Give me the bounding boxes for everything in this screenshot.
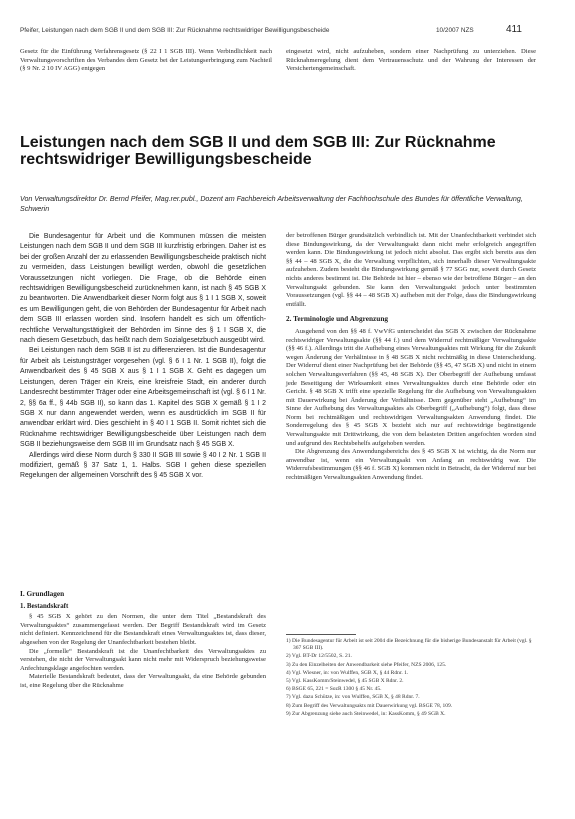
footnote: 8) Zum Begriff des Verwaltungsakts mit Dauerwirkung vgl. BSGE 78, 109. xyxy=(286,702,453,709)
page-number: 411 xyxy=(506,24,522,35)
section-heading: 2. Terminologie und Abgrenzung xyxy=(286,314,389,324)
preamble-right-text: eingesetzt wird, nicht aufzuheben, sondern einer Nachprüfung zu unterziehen. Diese Rücknahmeregelung dient dem Vertrauensschutz und der Wahrung der Interessen der Versichertengemeinschaft. xyxy=(286,48,536,73)
paragraph: der betroffenen Bürger grundsätzlich verbindlich ist. Mit der Unanfechtbarkeit verbindet sich diese Bindungswirkung, da der Verwaltungsakt dann nicht mehr erfolgreich angegriffen werden kann. Die Bindungswirkung ist jedoch nicht absolut. Das ergibt sich bereits aus den §§ 44 – 48 SGB X, die die Verwaltung verpflichten, sich innerhalb dieser Verwaltungsakte aufzuheben. Zudem besteht die Bindungswirkung gemäß § 77 SGG nur, soweit durch Gesetz nichts anderes bestimmt ist. Die Behörde ist hier – ebenso wie der betroffene Bürger – an den Verwaltungsakt gebunden. Sie kann den Verwaltungsakt jedoch unter bestimmten Voraussetzungen (vgl. §§ 44 – 48 SGB X) aufheben mit der Folge, dass die Bindungswirkung entfällt. xyxy=(286,232,536,308)
paragraph: Die Abgrenzung des Anwendungsbereichs des § 45 SGB X ist wichtig, da die Norm nur anwendbar ist, wenn ein Verwaltungsakt von Anfang an rechtswidrig war. Die Widerrufsbestimmungen (§§ 46 f. SGB X) kommen nicht in Betracht, da der Widerruf nur bei rechtmäßigen Verwaltungsakten Anwendung findet. xyxy=(286,448,536,482)
column-left-section xyxy=(20,584,266,691)
paragraph: § 45 SGB X gehört zu den Normen, die unter dem Titel „Bestandskraft des Verwaltungsaktes“ zusammengefasst werden. Der Begriff Bestandskraft wird im Gesetz nicht definiert. Kennzeichnend für die Bestandskraft eines Verwaltungsaktes ist, dass dieser, abgesehen von der Regelung der Unanfechtbarkeit bestehen bleibt. xyxy=(20,613,266,646)
footnote: 9) Zur Abgrenzung siehe auch Steinwedel, in: KassKomm, § 49 SGB X. xyxy=(286,710,446,717)
paragraph: Bei Leistungen nach dem SGB II ist zu differenzieren. Ist die Bundesagentur für Arbeit als Leistungsträger vorgesehen (vgl. § 6 I 1 Nr. 1 SGB II), folgt die Anwendbarkeit des § 45 SGB X aus § 1 I 1 SGB X. Geht es dagegen um Leistungen, deren Träger ein Kreis, eine kreisfreie Stadt, ein anderer durch Landesrecht bestimmter Träger oder eine Arbeitsgemeinschaft ist (vgl. § 6 I 1 Nr. 2, §§ 6a ff., § 44b SGB II), so kann das 1. Kapitel des SGB X gemäß § 1 I 2 SGB X nur dann angewendet werden, wenn es ausdrücklich im SGB II für anwendbar erklärt wird. Dies geschieht in § 40 I 1 SGB II. Somit richtet sich die Rücknahme rechtswidriger Bewilligungsbescheide über Leistungen nach dem SGB II beziehungsweise dem SGB III im Grundsatz nach § 45 SGB X. xyxy=(20,347,266,449)
column-left-intro xyxy=(20,232,266,482)
footnote-rule xyxy=(286,634,356,635)
footnote: 5) Vgl. KassKomm/Steinwedel, § 45 SGB X Rdnr. 2. xyxy=(286,678,404,685)
preamble-right xyxy=(286,48,536,74)
footnote: 3) Zu den Einzelheiten der Anwendbarkeit siehe Pfeifer, NZS 2006, 125. xyxy=(286,661,447,668)
article-title: Leistungen nach dem SGB II und dem SGB III: Zur Rücknahme rechtswidriger Bewilligungsbescheide xyxy=(20,134,496,168)
column-right xyxy=(286,232,536,483)
footnote: 4) Vgl. Wiesner, in: von Wulffen, SGB X, § 44 Rdnr. 1. xyxy=(286,669,409,676)
section-heading: I. Grundlagen xyxy=(20,589,65,598)
running-title: Pfeifer, Leistungen nach dem SGB II und dem SGB III: Zur Rücknahme rechtswidriger Bewilligungsbescheide xyxy=(20,27,330,34)
paragraph: Die Bundesagentur für Arbeit und die Kommunen müssen die meisten Leistungen nach dem SGB II und dem SGB III kurzfristig erbringen. Daher ist es bei der großen Anzahl der zu erlassenden Bewilligungsbescheide praktisch nicht zu vermeiden, dass Leistungen bewilligt werden, obwohl die gesetzlichen Voraussetzungen nicht vorliegen. Die Frage, ob die Behörde einen rechtswidrigen Bewilligungsbescheid zurücknehmen kann, ist nach § 45 SGB X zu beantworten. Die Anwendbarkeit dieser Norm folgt aus § 1 I 1 SGB X, soweit es um Bewilligungen geht, die von Behörden der Bundesagentur für Arbeit nach dem SGB III erlassen worden sind. Insofern handelt es sich um öffentlich-rechtliche Verwaltungstätigkeit der Behörden im Sinne des § 1 I SGB X, die nach diesem Gesetzbuch, das heißt nach dem Sozialgesetzbuch ausgeübt wird. xyxy=(20,233,266,345)
running-header xyxy=(20,26,530,36)
paragraph: Materielle Bestandskraft bedeutet, dass der Verwaltungsakt, da eine Behörde gebunden ist, eine Regelung über die Rücknahme xyxy=(20,673,266,689)
preamble-left-text: Gesetz für die Einführung Verfahrensgesetz (§ 22 I 1 SGB III). Wenn Verbindlichkeit nach Verwaltungsvorschriften des Verbandes dem Gesetz bei der Leistungserbringung zum Nachteil (§ 9 Nr. 2 10 IV AGG) entgegen xyxy=(20,48,272,73)
footnote: 7) Vgl. dazu Schütze, in: von Wulffen, SGB X, § 48 Rdnr. 7. xyxy=(286,694,420,701)
paragraph: Die „formelle“ Bestandskraft ist die Unanfechtbarkeit des Verwaltungsaktes zu verstehen, die nicht der Verwaltungsakt kann nicht mehr mit Widerspruch beziehungsweise Anfechtungsklage angefochten werden. xyxy=(20,647,266,672)
issue-label: 10/2007 NZS xyxy=(436,27,474,34)
footnote: 6) BSGE 65, 221 = SozR 1300 § 45 Nr. 45. xyxy=(286,686,382,693)
paragraph: Ausgehend von den §§ 48 f. VwVfG unterscheidet das SGB X zwischen der Rücknahme rechtswidriger Verwaltungsakte (§§ 44 f.) und dem Widerruf rechtmäßiger Verwaltungsakte (§§ 46 f.). Allerdings tritt die Aufhebung eines Verwaltungsaktes mit Wirkung für die Zukunft wegen Änderung der Verhältnisse in § 48 SGB X nicht rechtmäßig in diese Unterscheidung. Der Widerruf dient einer Nachprüfung bei der Behörde (§§ 45, 47 SGB X) und nicht in einem solchen Verwaltungsverfahren (§§ 45, 48 SGB X). Der Oberbegriff der Aufhebung umfasst jede Beseitigung der Wirksamkeit eines Verwaltungsaktes durch eine Behörde oder ein Gericht. § 48 SGB X trifft eine spezielle Regelung für die Aufhebung von Verwaltungsakten mit Dauerwirkung bei Änderung der Verhältnisse. Dem gegenüber steht „Aufhebung“ im Sinne der Aufhebung des Verwaltungsaktes als Oberbegriff („Aufhebung“) folgt, dass diese Norm bei rechtmäßigen und rechtswidrigen Verwaltungsakten Anwendung findet. Die Sonderregelung des § 45 SGB X bezieht sich nur auf rechtswidrige begünstigende Verwaltungsakte mit Drittwirkung, die von dem belasteten Dritten angefochten worden sind und aufgrund des Rechtsbehelfs aufgehoben werden. xyxy=(286,327,536,447)
footnotes xyxy=(286,638,536,719)
footnote: 1) Die Bundesagentur für Arbeit ist seit 2004 die Bezeichnung für die bisherige Bundesanstalt für Arbeit (vgl. § 367 SGB III). xyxy=(286,638,532,652)
paragraph: Allerdings wird diese Norm durch § 330 II SGB III sowie § 40 I 2 Nr. 1 SGB II modifiziert, gemäß § 37 Satz 1, 1. Halbs. SGB I gehen diese speziellen Regelungen der allgemeinen Vorschrift des § 45 SGB X vor. xyxy=(20,451,266,480)
author-line: Von Verwaltungsdirektor Dr. Bernd Pfeifer, Mag.rer.publ., Dozent am Fachbereich Arbeitsverwaltung der Fachhochschule des Bundes für öffentliche Verwaltung, Schwerin xyxy=(20,195,523,213)
subsection-heading: 1. Bestandskraft xyxy=(20,602,69,610)
preamble-left xyxy=(20,48,272,74)
footnote: 2) Vgl. BT-Dr 12/5502, S. 21. xyxy=(286,653,352,660)
